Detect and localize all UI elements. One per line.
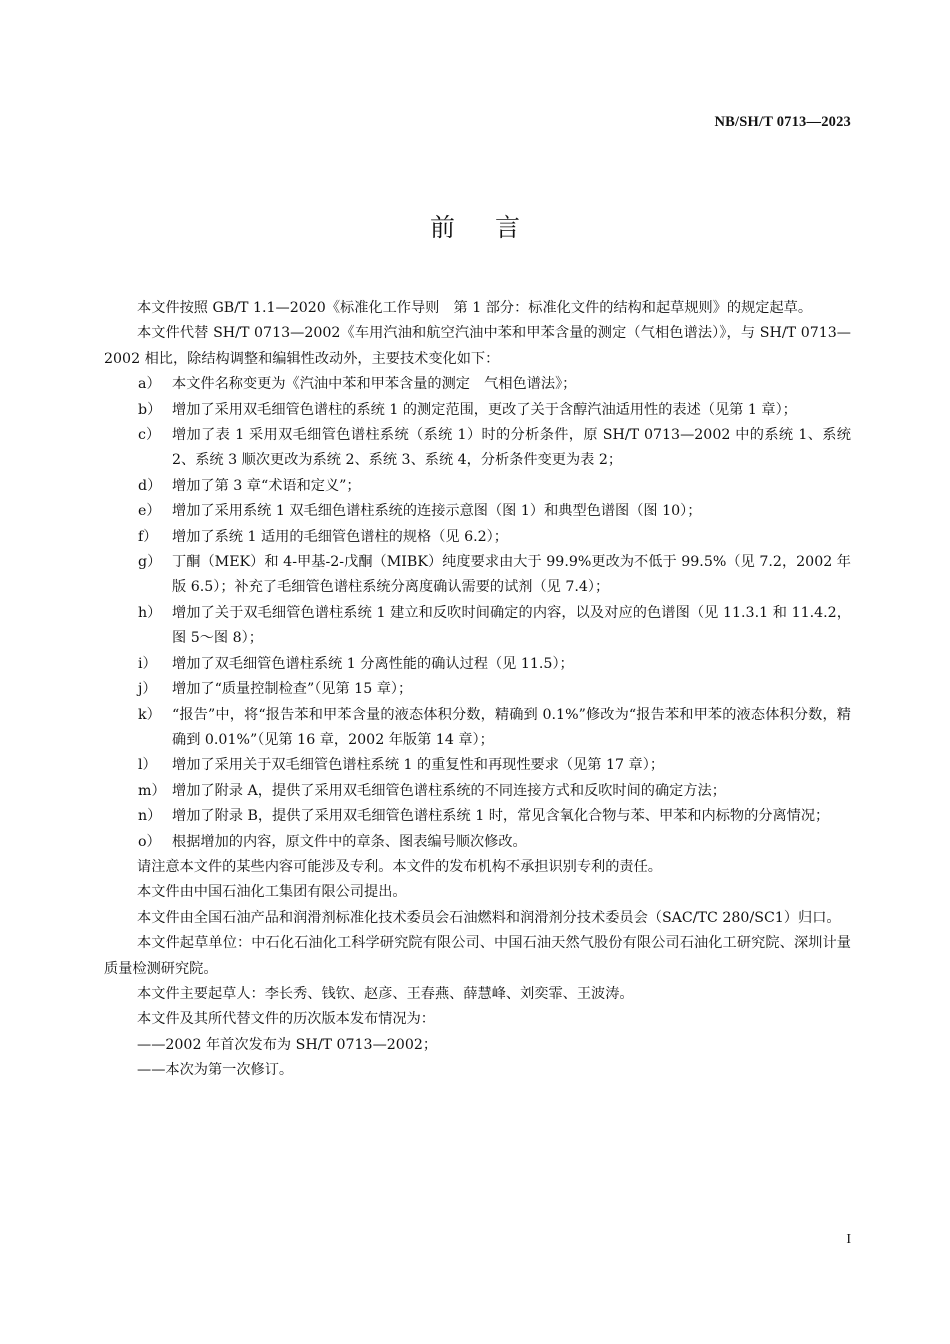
paragraph: 本文件起草单位：中石化石油化工科学研究院有限公司、中国石油天然气股份有限公司石油化工研究院、深圳计量质量检测研究院。 xyxy=(104,935,851,977)
page-number: I xyxy=(846,1232,851,1247)
history-item: ——2002 年首次发布为 SH/T 0713—2002； xyxy=(137,1036,438,1053)
list-item xyxy=(104,830,851,855)
paragraph: 本文件由中国石油化工集团有限公司提出。 xyxy=(137,884,407,901)
list-marker: f） xyxy=(138,528,158,545)
list-marker: l） xyxy=(138,757,157,774)
list-item-text: 增加了“质量控制检查”（见第 15 章）； xyxy=(172,681,413,698)
list-item xyxy=(104,398,851,423)
list-item xyxy=(104,652,851,677)
changes-list xyxy=(104,372,851,855)
list-item-text: 增加了采用关于双毛细管色谱柱系统 1 的重复性和再现性要求（见第 17 章）； xyxy=(172,757,665,774)
history-item: ——本次为第一次修订。 xyxy=(137,1062,294,1079)
list-item-text: 增加了采用双毛细管色谱柱的系统 1 的测定范围，更改了关于含醇汽油适用性的表述（见第 1 章）； xyxy=(172,401,797,418)
list-marker: d） xyxy=(138,477,162,494)
list-marker: m） xyxy=(138,782,166,799)
list-marker: g） xyxy=(138,554,162,571)
list-item xyxy=(104,703,851,754)
list-item xyxy=(104,525,851,550)
list-marker: h） xyxy=(138,604,162,621)
paragraph: 本文件及其所代替文件的历次版本发布情况为： xyxy=(137,1011,435,1028)
list-item-text: 增加了附录 B，提供了采用双毛细管色谱柱系统 1 时，常见含氧化合物与苯、甲苯和内标物的分离情况； xyxy=(172,808,830,825)
paragraph: 本文件代替 SH/T 0713—2002《车用汽油和航空汽油中苯和甲苯含量的测定（气相色谱法）》，与 SH/T 0713—2002 相比，除结构调整和编辑性改动外，主要技术变化如下： xyxy=(104,325,851,367)
list-item-text: 丁酮（MEK）和 4-甲基-2-戊酮（MIBK）纯度要求由大于 99.9%更改为不低于 99.5%（见 7.2，2002 年版 6.5）；补充了毛细管色谱柱系统分离度确认需要的试剂（见 7.4）； xyxy=(172,554,851,596)
list-item xyxy=(104,550,851,601)
page-title: 前言 xyxy=(429,213,560,242)
list-item xyxy=(104,423,851,474)
paragraph: 本文件按照 GB/T 1.1—2020《标准化工作导则 第 1 部分：标准化文件的结构和起草规则》的规定起草。 xyxy=(137,300,813,316)
list-item xyxy=(104,499,851,524)
list-marker: n） xyxy=(138,808,162,825)
list-item-text: 增加了系统 1 适用的毛细管色谱柱的规格（见 6.2）； xyxy=(172,528,508,545)
list-marker: b） xyxy=(138,401,162,418)
list-item xyxy=(104,753,851,778)
list-item xyxy=(104,474,851,499)
list-item-text: 本文件名称变更为《汽油中苯和甲苯含量的测定 气相色谱法》； xyxy=(172,376,577,393)
list-item xyxy=(104,677,851,702)
list-item-text: 增加了附录 A，提供了采用双毛细管色谱柱系统的不同连接方式和反吹时间的确定方法； xyxy=(172,782,726,799)
list-item xyxy=(104,372,851,397)
list-item-text: 根据增加的内容，原文件中的章条、图表编号顺次修改。 xyxy=(172,833,527,850)
list-marker: a） xyxy=(138,376,161,393)
paragraph: 请注意本文件的某些内容可能涉及专利。本文件的发布机构不承担识别专利的责任。 xyxy=(137,858,662,875)
list-item-text: 增加了采用系统 1 双毛细色谱柱系统的连接示意图（图 1）和典型色谱图（图 10）； xyxy=(172,503,702,520)
paragraph: 本文件由全国石油产品和润滑剂标准化技术委员会石油燃料和润滑剂分技术委员会（SAC/TC 280/SC1）归口。 xyxy=(137,909,841,926)
list-item-text: 增加了表 1 采用双毛细管色谱柱系统（系统 1）时的分析条件，原 SH/T 0713—2002 中的系统 1、系统 2、系统 3 顺次更改为系统 2、系统 3、系统 4，分析条件变更为表 2； xyxy=(172,427,851,469)
list-marker: i） xyxy=(138,655,157,672)
list-item-text: 增加了关于双毛细管色谱柱系统 1 建立和反吹时间确定的内容，以及对应的色谱图（见 11.3.1 和 11.4.2，图 5～图 8）； xyxy=(172,604,851,647)
list-item-text: 增加了双毛细管色谱柱系统 1 分离性能的确认过程（见 11.5）； xyxy=(172,655,574,672)
paragraph: 本文件主要起草人：李长秀、钱钦、赵彦、王春燕、薛慧峰、刘奕霏、王波涛。 xyxy=(137,985,634,1002)
standard-code: NB/SH/T 0713—2023 xyxy=(714,114,851,130)
list-marker: o） xyxy=(138,833,161,850)
list-marker: k） xyxy=(138,706,161,723)
list-item-text: 增加了第 3 章“术语和定义”； xyxy=(172,477,361,494)
list-item xyxy=(104,804,851,829)
list-item xyxy=(104,779,851,804)
list-item xyxy=(104,601,851,652)
list-marker: c） xyxy=(138,427,161,444)
list-item-text: “报告”中，将“报告苯和甲苯含量的液态体积分数，精确到 0.1%”修改为“报告苯和甲苯的液态体积分数，精确到 0.01%”（见第 16 章，2002 年版第 14 章）； xyxy=(172,706,851,748)
document-body xyxy=(104,296,851,1084)
list-marker: j） xyxy=(138,681,157,698)
list-marker: e） xyxy=(138,503,161,520)
